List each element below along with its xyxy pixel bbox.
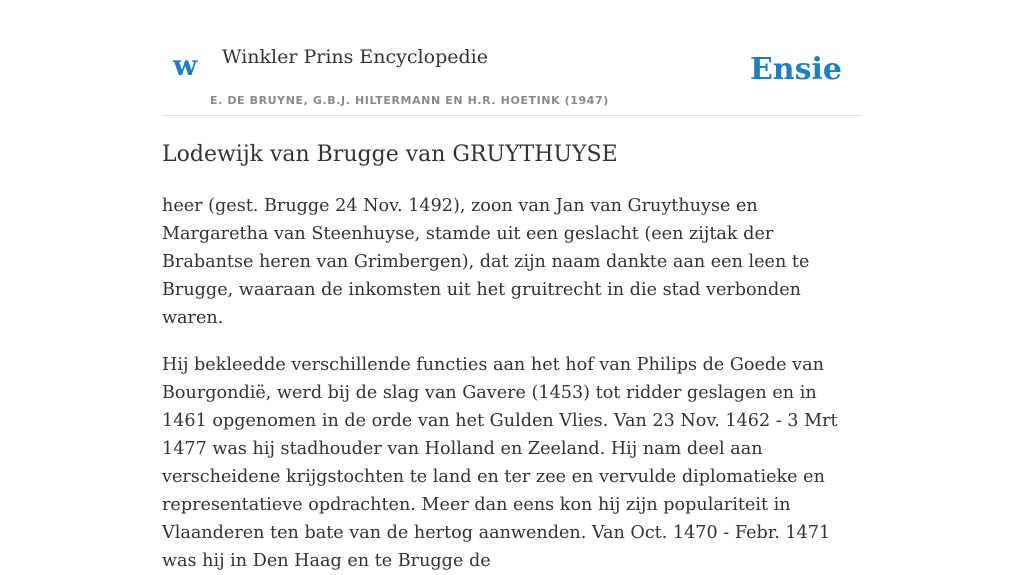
article-title: Lodewijk van Brugge van GRUYTHUYSE xyxy=(162,142,618,167)
article-paragraph: Hij bekleedde verschillende functies aan het hof van Philips de Goede van Bourgondië, werd bij de slag van Gavere (1453) tot ridder geslagen en in 1461 opgenomen in de orde van het Gulden Vlies. Van 23 Nov. 1462 - 3 Mrt 1477 was hij stadhouder van Holland en Zeeland. Hij nam deel aan verscheidene krijgstochten te land en ter zee en vervulde diplomatieke en representatieve opdrachten. Meer dan eens kon hij zijn populariteit in Vlaanderen ten bate van de hertog aanwenden. Van Oct. 1470 - Febr. 1471 was hij in Den Haag en te Brugge de xyxy=(162,355,838,571)
book-authors: E. DE BRUYNE, G.B.J. HILTERMANN EN H.R. HOETINK (1947) xyxy=(210,94,609,107)
header xyxy=(162,38,862,116)
article xyxy=(162,138,862,575)
article-paragraph: heer (gest. Brugge 24 Nov. 1492), zoon van Jan van Gruythuyse en Margaretha van Steenhuyse, stamde uit een geslacht (een zijtak der Brabantse heren van Grimbergen), dat zijn naam dankte aan een leen te Brugge, waaraan de inkomsten uit het gruitrecht in die stad verbonden waren. xyxy=(162,196,810,328)
winkler-prins-logo[interactable]: w xyxy=(173,49,198,82)
book-title[interactable]: Winkler Prins Encyclopedie xyxy=(222,46,488,68)
ensie-logo[interactable]: Ensie xyxy=(749,52,842,87)
